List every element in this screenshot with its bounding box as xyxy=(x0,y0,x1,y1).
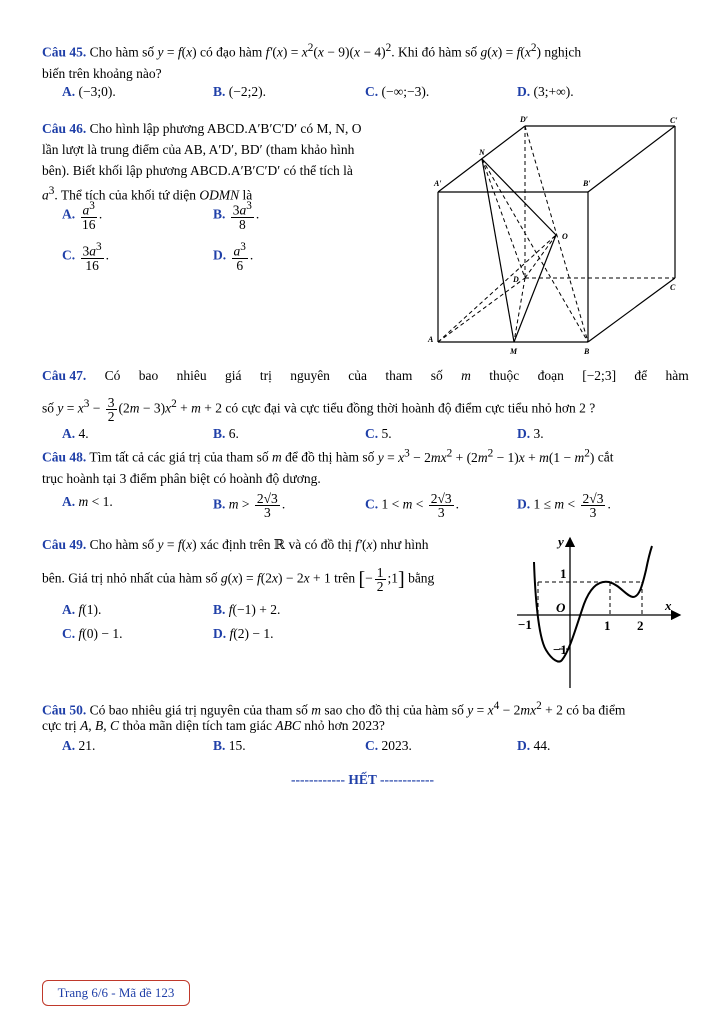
q46-line4c: là xyxy=(242,187,253,203)
opt-label: D. xyxy=(517,738,531,753)
label-A-prime: A′ xyxy=(434,179,442,188)
page-footer: Trang 6/6 - Mã đề 123 xyxy=(42,980,190,1006)
q48-label: Câu 48. xyxy=(42,449,87,465)
word: để xyxy=(634,368,648,383)
q48-option-c[interactable]: C. 1 < m < $\frac{2√3}{3}$ . xyxy=(365,491,460,520)
q46-line3: bên). Biết khối lập phương ABCD.A′B′C′D′ có thể tích là xyxy=(42,163,353,178)
q45-option-b[interactable]: B. (−2;2). xyxy=(213,84,266,99)
q48-option-b[interactable]: B. m > $\frac{2√3}{3}$ . xyxy=(213,491,286,520)
opt-value: 5. xyxy=(381,426,392,441)
x-tick-1: 1 xyxy=(604,618,611,633)
q45-text: Cho hàm số xyxy=(89,44,155,60)
opt-label: C. xyxy=(365,496,379,512)
q47-label: Câu 47. xyxy=(42,368,87,383)
opt-label: A. xyxy=(62,494,76,509)
opt-value: 15. xyxy=(228,738,246,753)
q50-line2 xyxy=(42,716,385,736)
opt-value: 3. xyxy=(533,426,544,441)
opt-value: 4. xyxy=(78,426,89,441)
q50-l2c: thỏa mãn diện tích tam giác xyxy=(122,718,273,733)
q50-l2a: cực trị xyxy=(42,718,77,733)
q50-l1d: có ba điểm xyxy=(566,702,626,718)
word: thuộc xyxy=(489,368,520,383)
q47-option-d[interactable] xyxy=(517,424,544,444)
opt-label: C. xyxy=(365,738,379,753)
q48-l1d: cắt xyxy=(597,449,614,465)
q45-option-a[interactable]: A. (−3;0). xyxy=(62,84,116,99)
q49-line2: bên. Giá trị nhỏ nhất của hàm số g(x) = f(2x) − 2x + 1 trên [− $\frac{1}{2}$ ;1] bằng xyxy=(42,565,435,594)
q49-label: Câu 49. xyxy=(42,537,87,552)
origin-label: O xyxy=(556,600,566,615)
opt-label: B. xyxy=(213,426,226,441)
label-O: O xyxy=(562,232,568,241)
q48-l1c: để đồ thị hàm số xyxy=(285,449,375,465)
q45-text5: biến trên khoảng nào? xyxy=(42,65,162,81)
q47-option-c[interactable] xyxy=(365,424,392,444)
opt-label: D. xyxy=(517,426,531,441)
q45-gfunc: g xyxy=(480,44,488,60)
question-48 xyxy=(42,443,689,489)
label-B-prime: B′ xyxy=(583,179,591,188)
q50-option-b[interactable] xyxy=(213,736,246,756)
q50-option-a[interactable] xyxy=(62,736,95,756)
q50-option-c[interactable] xyxy=(365,736,412,756)
word: Có xyxy=(104,368,121,383)
opt-label: C. xyxy=(62,247,76,263)
word: trị xyxy=(259,368,272,383)
word: tham xyxy=(385,368,413,383)
opt-label: A. xyxy=(62,602,76,617)
opt-value: 6. xyxy=(228,426,239,441)
q50-l1a: Có bao nhiêu giá trị nguyên của tham số xyxy=(89,702,308,718)
opt-label: A. xyxy=(62,206,76,222)
q49-line1: Câu 49. Cho hàm số y = f(x) xác định trên ℝ và có đồ thị f′(x) như hình xyxy=(42,537,429,552)
q46-volume: a xyxy=(42,187,49,203)
opt-value: 44. xyxy=(533,738,551,753)
opt-label: C. xyxy=(365,426,379,441)
q49-l2a: bên. Giá trị nhỏ nhất của hàm số xyxy=(42,570,218,586)
q46-line1: Cho hình lập phương ABCD.A′B′C′D′ có M, N, O xyxy=(89,121,362,136)
q45-func: y xyxy=(157,44,164,60)
q47-line1 xyxy=(42,366,689,386)
word: nguyên xyxy=(290,368,330,383)
q49-l1c: như hình xyxy=(380,537,429,552)
q45-option-c[interactable]: C. (−∞;−3). xyxy=(365,84,430,99)
derivative-graph xyxy=(512,532,687,692)
q50-label: Câu 50. xyxy=(42,702,87,718)
opt-label: B. xyxy=(213,602,226,617)
cube-figure xyxy=(420,112,690,357)
q47-option-b[interactable] xyxy=(213,424,239,444)
end-marker: ------------ HẾT ------------ xyxy=(291,772,434,787)
label-D-prime: D′ xyxy=(520,115,529,124)
q45-text2: có đạo hàm xyxy=(200,44,263,60)
word: nhiêu xyxy=(176,368,207,383)
q48-l1a: Tìm tất cả các giá trị của tham số xyxy=(89,449,269,465)
q46-option-c[interactable]: C. $\frac{3a^3}{16}$ . xyxy=(62,241,109,273)
opt-label: B. xyxy=(213,84,226,99)
fprime-curve xyxy=(534,546,652,662)
q49-l2b: trên xyxy=(334,570,356,586)
label-D: D xyxy=(513,275,519,284)
opt-label: B. xyxy=(213,206,226,222)
opt-label: B. xyxy=(213,496,226,512)
q47-option-a[interactable] xyxy=(62,424,89,444)
opt-label: B. xyxy=(213,738,226,753)
y-label: y xyxy=(558,534,564,549)
question-45: Câu 45. Cho hàm số y = f(x) có đạo hàm $f'(x) = x^2(x - 9)(x - 4)^2$. Khi đó hàm số $g(x) = f(x^2)$ nghịch biến trên khoảng nào? xyxy=(42,42,582,81)
label-C-prime: C′ xyxy=(670,116,678,125)
q50-points: A, B, C xyxy=(80,718,120,733)
q45-text3: . Khi đó hàm số xyxy=(391,44,478,60)
opt-label: D. xyxy=(213,247,227,263)
opt-label: D. xyxy=(213,626,227,641)
q49-option-a[interactable]: A. f(1). xyxy=(62,602,102,617)
y-tick-neg1: −1 xyxy=(553,642,567,657)
q50-triangle: ABC xyxy=(275,718,301,733)
label-N: N xyxy=(479,148,485,157)
opt-label: D. xyxy=(517,84,531,99)
q47-l2b: có cực đại và cực tiểu đồng thời hoành độ điểm cực tiểu nhỏ hơn 2 ? xyxy=(225,400,596,416)
word: đoạn xyxy=(537,368,564,383)
word: m xyxy=(461,368,471,383)
q50-l1c: sao cho đồ thị của hàm số xyxy=(324,702,464,718)
q45-option-d[interactable]: D. (3;+∞). xyxy=(517,84,574,99)
y-tick-1: 1 xyxy=(560,566,567,581)
label-C: C xyxy=(670,283,676,292)
q48-option-a[interactable]: A. m < 1. xyxy=(62,494,113,509)
word: số xyxy=(430,368,443,383)
opt-label: C. xyxy=(62,626,76,641)
q49-l2c: bằng xyxy=(408,570,435,586)
q50-param: m xyxy=(311,702,321,718)
q48-param: m xyxy=(271,449,282,465)
question-46: Câu 46. Cho hình lập phương ABCD.A′B′C′D′ có M, N, O lần lượt là trung điểm của AB, A′D′, BD′ (tham khảo hình bên). Biết khối lập phương ABCD.A′B′C′D′ có thể tích là $a^3$. Thể tích của khối tứ diện ODMN là xyxy=(42,121,362,203)
label-A: A xyxy=(428,335,434,344)
q47-l2a: số xyxy=(42,400,55,416)
opt-label: A. xyxy=(62,84,76,99)
word: giá xyxy=(224,368,242,383)
q50-l2e: nhỏ hơn 2023? xyxy=(304,718,385,733)
x-tick-2: 2 xyxy=(637,618,644,633)
q45-text4: nghịch xyxy=(544,44,582,60)
q46-option-b[interactable]: B. $\frac{3a^3}{8}$ . xyxy=(213,200,260,232)
q50-line1: Câu 50. Có bao nhiêu giá trị nguyên của tham số m sao cho đồ thị của hàm số $y = x^4 - 2mx^2 + 2$ có ba điểm xyxy=(42,700,626,718)
label-M: M xyxy=(510,347,518,356)
q49-option-d[interactable]: D. f(2) − 1. xyxy=(213,626,274,641)
opt-label: A. xyxy=(62,426,76,441)
q46-label: Câu 46. xyxy=(42,121,87,136)
q46-line4a: . Thể tích của khối tứ diện xyxy=(54,187,197,203)
q46-line2: lần lượt là trung điểm của AB, A′D′, BD′ (tham khảo hình xyxy=(42,142,355,157)
q48-func: $y = x^3 - 2mx^2 + (2m^2 - 1)x + m(1 - m^2)$ xyxy=(377,447,595,465)
x-tick-neg1: −1 xyxy=(518,617,532,632)
q49-option-c[interactable]: C. f(0) − 1. xyxy=(62,626,123,641)
label-B: B xyxy=(584,347,590,356)
opt-value: 21. xyxy=(78,738,96,753)
q46-option-d[interactable]: D. $\frac{a^3}{6}$ . xyxy=(213,241,254,273)
q48-l2: trục hoành tại 3 điểm phân biệt có hoành độ dương. xyxy=(42,470,321,486)
q47-interval: [−2;3] xyxy=(582,368,617,383)
opt-label: A. xyxy=(62,738,76,753)
q47-line2: số $y = x^3$ − $\frac{3}{2}$ $(2m - 3)x^2 + m + 2$ có cực đại và cực tiểu đồng thời hoành độ điểm cực tiểu nhỏ hơn 2 ? xyxy=(42,394,596,424)
q50-option-d[interactable] xyxy=(517,736,550,756)
q45-deriv: f′ xyxy=(265,44,273,60)
opt-label: C. xyxy=(365,84,379,99)
q49-option-b[interactable]: B. f(−1) + 2. xyxy=(213,602,281,617)
q49-l1b: xác định trên ℝ và có đồ thị xyxy=(200,537,352,552)
word: bao xyxy=(138,368,159,383)
q46-tetra: ODMN xyxy=(199,187,240,203)
q46-option-a[interactable]: A. $\frac{a^3}{16}$ . xyxy=(62,200,103,232)
opt-value: 2023. xyxy=(381,738,412,753)
q49-l1a: Cho hàm số xyxy=(89,537,155,552)
q48-option-d[interactable]: D. 1 ≤ m < $\frac{2√3}{3}$ . xyxy=(517,491,611,520)
q45-label: Câu 45. xyxy=(42,44,87,60)
word: của xyxy=(348,368,368,383)
word: hàm xyxy=(665,368,689,383)
opt-label: D. xyxy=(517,496,531,512)
x-label: x xyxy=(665,598,672,613)
